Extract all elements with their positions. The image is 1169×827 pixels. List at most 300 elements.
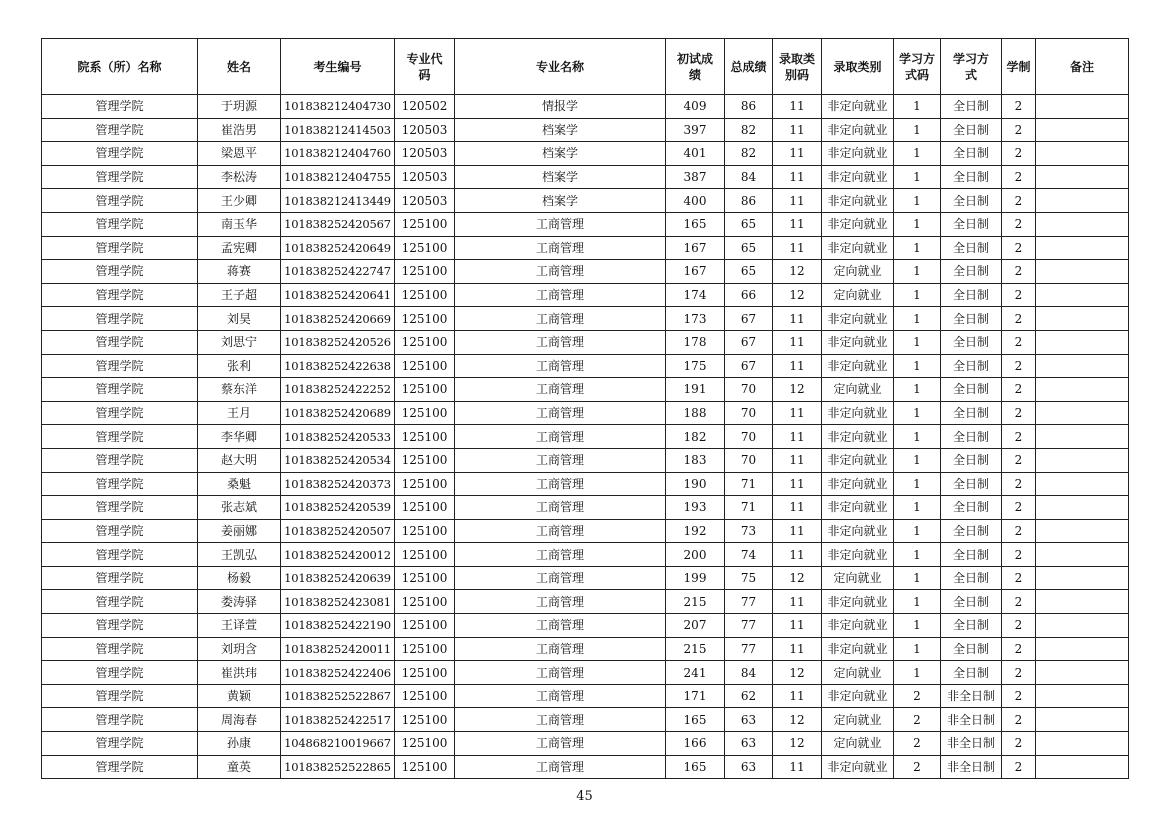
cell-remarks (1036, 401, 1129, 425)
table-row (42, 354, 1129, 378)
cell-remarks (1036, 661, 1129, 685)
cell-study-code: 2 (894, 708, 941, 732)
table-row (42, 755, 1129, 779)
cell-major-name: 工商管理 (455, 637, 666, 661)
header-exam-no: 考生编号 (281, 39, 395, 95)
cell-name: 崔浩男 (198, 118, 281, 142)
cell-dept: 管理学院 (42, 708, 198, 732)
cell-major-name: 工商管理 (455, 401, 666, 425)
table-row (42, 661, 1129, 685)
cell-major-name: 工商管理 (455, 614, 666, 638)
cell-major-code: 125100 (395, 378, 455, 402)
cell-study-code: 1 (894, 378, 941, 402)
page-number: 45 (576, 789, 593, 804)
cell-study-mode: 全日制 (941, 637, 1002, 661)
cell-major-name: 工商管理 (455, 236, 666, 260)
cell-admission-code: 11 (773, 95, 822, 119)
cell-study-mode: 全日制 (941, 378, 1002, 402)
cell-dept: 管理学院 (42, 543, 198, 567)
cell-admission-type: 非定向就业 (822, 637, 894, 661)
cell-admission-type: 定向就业 (822, 378, 894, 402)
cell-study-mode: 全日制 (941, 661, 1002, 685)
cell-major-name: 工商管理 (455, 330, 666, 354)
cell-study-code: 1 (894, 165, 941, 189)
cell-dept: 管理学院 (42, 637, 198, 661)
cell-admission-code: 12 (773, 566, 822, 590)
table-row (42, 614, 1129, 638)
cell-years: 2 (1002, 378, 1036, 402)
cell-exam-no: 101838252420011 (281, 637, 395, 661)
cell-exam-no: 101838252420641 (281, 283, 395, 307)
cell-exam-no: 101838212414503 (281, 118, 395, 142)
header-total-score: 总成绩 (725, 39, 773, 95)
cell-total-score: 70 (725, 401, 773, 425)
cell-exam-no: 101838252420373 (281, 472, 395, 496)
cell-prelim-score: 397 (666, 118, 725, 142)
cell-total-score: 65 (725, 236, 773, 260)
cell-study-code: 1 (894, 330, 941, 354)
cell-remarks (1036, 448, 1129, 472)
cell-study-mode: 全日制 (941, 165, 1002, 189)
cell-major-code: 125100 (395, 330, 455, 354)
cell-study-code: 1 (894, 425, 941, 449)
table-row (42, 165, 1129, 189)
cell-years: 2 (1002, 118, 1036, 142)
cell-remarks (1036, 519, 1129, 543)
cell-admission-type: 定向就业 (822, 661, 894, 685)
cell-exam-no: 101838252420526 (281, 330, 395, 354)
cell-admission-code: 11 (773, 354, 822, 378)
cell-admission-type: 定向就业 (822, 260, 894, 284)
cell-major-code: 120503 (395, 189, 455, 213)
cell-exam-no: 101838252422252 (281, 378, 395, 402)
cell-study-mode: 全日制 (941, 354, 1002, 378)
table-row (42, 543, 1129, 567)
cell-exam-no: 101838252420567 (281, 212, 395, 236)
cell-years: 2 (1002, 95, 1036, 119)
cell-major-name: 工商管理 (455, 543, 666, 567)
header-years: 学制 (1002, 39, 1036, 95)
table-row (42, 212, 1129, 236)
cell-prelim-score: 401 (666, 142, 725, 166)
cell-exam-no: 101838252420669 (281, 307, 395, 331)
cell-admission-code: 11 (773, 543, 822, 567)
cell-admission-code: 11 (773, 496, 822, 520)
cell-years: 2 (1002, 472, 1036, 496)
cell-remarks (1036, 260, 1129, 284)
cell-exam-no: 101838212413449 (281, 189, 395, 213)
cell-name: 黄颖 (198, 684, 281, 708)
cell-dept: 管理学院 (42, 283, 198, 307)
cell-years: 2 (1002, 684, 1036, 708)
cell-study-code: 1 (894, 519, 941, 543)
header-name: 姓名 (198, 39, 281, 95)
cell-admission-code: 11 (773, 212, 822, 236)
table-row (42, 684, 1129, 708)
cell-major-code: 120503 (395, 142, 455, 166)
cell-study-mode: 全日制 (941, 448, 1002, 472)
cell-remarks (1036, 307, 1129, 331)
cell-exam-no: 101838252422638 (281, 354, 395, 378)
cell-name: 刘玥含 (198, 637, 281, 661)
cell-remarks (1036, 543, 1129, 567)
cell-name: 蒋赛 (198, 260, 281, 284)
cell-admission-code: 11 (773, 330, 822, 354)
cell-admission-code: 11 (773, 425, 822, 449)
cell-prelim-score: 175 (666, 354, 725, 378)
header-row (42, 39, 1129, 95)
cell-years: 2 (1002, 732, 1036, 756)
cell-prelim-score: 174 (666, 283, 725, 307)
cell-study-code: 2 (894, 732, 941, 756)
cell-prelim-score: 192 (666, 519, 725, 543)
cell-admission-type: 非定向就业 (822, 590, 894, 614)
cell-admission-type: 定向就业 (822, 708, 894, 732)
cell-name: 杨毅 (198, 566, 281, 590)
cell-prelim-score: 207 (666, 614, 725, 638)
cell-major-name: 工商管理 (455, 212, 666, 236)
admission-table (41, 38, 1129, 779)
table-row (42, 260, 1129, 284)
table-row (42, 118, 1129, 142)
cell-total-score: 70 (725, 448, 773, 472)
cell-remarks (1036, 496, 1129, 520)
cell-study-mode: 全日制 (941, 590, 1002, 614)
table-row (42, 236, 1129, 260)
cell-major-name: 档案学 (455, 165, 666, 189)
cell-exam-no: 101838252420012 (281, 543, 395, 567)
cell-admission-type: 非定向就业 (822, 755, 894, 779)
cell-dept: 管理学院 (42, 496, 198, 520)
cell-admission-code: 11 (773, 472, 822, 496)
cell-admission-type: 定向就业 (822, 566, 894, 590)
cell-study-code: 1 (894, 448, 941, 472)
cell-total-score: 70 (725, 425, 773, 449)
cell-study-mode: 全日制 (941, 330, 1002, 354)
cell-total-score: 63 (725, 708, 773, 732)
cell-exam-no: 101838212404730 (281, 95, 395, 119)
cell-total-score: 70 (725, 378, 773, 402)
cell-total-score: 82 (725, 142, 773, 166)
cell-major-name: 工商管理 (455, 708, 666, 732)
cell-name: 王少卿 (198, 189, 281, 213)
cell-dept: 管理学院 (42, 684, 198, 708)
cell-admission-code: 11 (773, 755, 822, 779)
cell-total-score: 77 (725, 614, 773, 638)
cell-remarks (1036, 732, 1129, 756)
cell-dept: 管理学院 (42, 425, 198, 449)
cell-remarks (1036, 755, 1129, 779)
cell-admission-type: 非定向就业 (822, 165, 894, 189)
cell-admission-type: 非定向就业 (822, 189, 894, 213)
cell-study-code: 1 (894, 307, 941, 331)
cell-major-code: 125100 (395, 755, 455, 779)
cell-admission-type: 非定向就业 (822, 330, 894, 354)
cell-remarks (1036, 354, 1129, 378)
cell-admission-code: 11 (773, 614, 822, 638)
header-study-code: 学习方式码 (894, 39, 941, 95)
cell-study-code: 1 (894, 118, 941, 142)
cell-admission-type: 非定向就业 (822, 496, 894, 520)
cell-dept: 管理学院 (42, 236, 198, 260)
cell-years: 2 (1002, 330, 1036, 354)
cell-study-code: 1 (894, 566, 941, 590)
table-row (42, 637, 1129, 661)
cell-name: 刘昊 (198, 307, 281, 331)
cell-prelim-score: 215 (666, 637, 725, 661)
cell-admission-type: 非定向就业 (822, 425, 894, 449)
cell-study-code: 1 (894, 354, 941, 378)
cell-study-mode: 全日制 (941, 95, 1002, 119)
cell-exam-no: 101838252420507 (281, 519, 395, 543)
cell-name: 于玥源 (198, 95, 281, 119)
cell-admission-code: 11 (773, 684, 822, 708)
cell-admission-code: 12 (773, 283, 822, 307)
cell-prelim-score: 191 (666, 378, 725, 402)
cell-study-code: 1 (894, 661, 941, 685)
cell-prelim-score: 167 (666, 260, 725, 284)
cell-total-score: 65 (725, 260, 773, 284)
cell-admission-type: 非定向就业 (822, 236, 894, 260)
cell-name: 桑魁 (198, 472, 281, 496)
cell-prelim-score: 188 (666, 401, 725, 425)
cell-years: 2 (1002, 661, 1036, 685)
cell-prelim-score: 199 (666, 566, 725, 590)
cell-prelim-score: 165 (666, 708, 725, 732)
cell-remarks (1036, 425, 1129, 449)
cell-study-mode: 全日制 (941, 614, 1002, 638)
cell-admission-code: 11 (773, 519, 822, 543)
cell-total-score: 82 (725, 118, 773, 142)
cell-study-code: 2 (894, 755, 941, 779)
cell-major-name: 工商管理 (455, 732, 666, 756)
cell-name: 张利 (198, 354, 281, 378)
cell-admission-code: 11 (773, 401, 822, 425)
cell-total-score: 66 (725, 283, 773, 307)
cell-total-score: 65 (725, 212, 773, 236)
cell-remarks (1036, 566, 1129, 590)
table-row (42, 732, 1129, 756)
cell-study-mode: 全日制 (941, 401, 1002, 425)
cell-remarks (1036, 378, 1129, 402)
cell-major-code: 125100 (395, 260, 455, 284)
cell-total-score: 63 (725, 732, 773, 756)
cell-admission-code: 11 (773, 236, 822, 260)
cell-dept: 管理学院 (42, 95, 198, 119)
table-row (42, 330, 1129, 354)
header-admission-type: 录取类别 (822, 39, 894, 95)
cell-years: 2 (1002, 189, 1036, 213)
cell-remarks (1036, 708, 1129, 732)
cell-dept: 管理学院 (42, 118, 198, 142)
cell-study-mode: 全日制 (941, 212, 1002, 236)
cell-study-code: 1 (894, 212, 941, 236)
cell-study-mode: 非全日制 (941, 708, 1002, 732)
cell-admission-code: 11 (773, 118, 822, 142)
cell-admission-type: 非定向就业 (822, 401, 894, 425)
cell-name: 蔡东洋 (198, 378, 281, 402)
cell-name: 刘思宁 (198, 330, 281, 354)
cell-study-code: 1 (894, 543, 941, 567)
table-row (42, 307, 1129, 331)
cell-years: 2 (1002, 519, 1036, 543)
cell-major-name: 档案学 (455, 189, 666, 213)
cell-major-code: 125100 (395, 661, 455, 685)
cell-major-code: 125100 (395, 543, 455, 567)
cell-study-mode: 全日制 (941, 566, 1002, 590)
cell-exam-no: 101838252420533 (281, 425, 395, 449)
cell-years: 2 (1002, 401, 1036, 425)
table-row (42, 142, 1129, 166)
cell-prelim-score: 387 (666, 165, 725, 189)
cell-admission-type: 非定向就业 (822, 614, 894, 638)
cell-major-name: 工商管理 (455, 684, 666, 708)
cell-prelim-score: 409 (666, 95, 725, 119)
cell-major-code: 125100 (395, 637, 455, 661)
header-major-code: 专业代码 (395, 39, 455, 95)
cell-admission-code: 11 (773, 448, 822, 472)
cell-name: 李松涛 (198, 165, 281, 189)
table-row (42, 566, 1129, 590)
cell-prelim-score: 165 (666, 212, 725, 236)
cell-prelim-score: 171 (666, 684, 725, 708)
header-dept: 院系（所）名称 (42, 39, 198, 95)
cell-years: 2 (1002, 236, 1036, 260)
cell-remarks (1036, 684, 1129, 708)
cell-major-name: 工商管理 (455, 354, 666, 378)
cell-years: 2 (1002, 637, 1036, 661)
cell-years: 2 (1002, 448, 1036, 472)
cell-study-code: 1 (894, 472, 941, 496)
cell-total-score: 84 (725, 165, 773, 189)
table-row (42, 590, 1129, 614)
table-row (42, 448, 1129, 472)
cell-total-score: 71 (725, 472, 773, 496)
cell-years: 2 (1002, 543, 1036, 567)
cell-exam-no: 101838212404755 (281, 165, 395, 189)
cell-total-score: 71 (725, 496, 773, 520)
cell-study-mode: 全日制 (941, 496, 1002, 520)
cell-name: 张志斌 (198, 496, 281, 520)
cell-prelim-score: 183 (666, 448, 725, 472)
cell-dept: 管理学院 (42, 614, 198, 638)
cell-admission-code: 12 (773, 661, 822, 685)
cell-dept: 管理学院 (42, 165, 198, 189)
cell-remarks (1036, 165, 1129, 189)
cell-total-score: 77 (725, 637, 773, 661)
cell-name: 王译萱 (198, 614, 281, 638)
cell-major-code: 125100 (395, 496, 455, 520)
cell-remarks (1036, 212, 1129, 236)
cell-study-mode: 全日制 (941, 543, 1002, 567)
table-row (42, 519, 1129, 543)
cell-name: 孙康 (198, 732, 281, 756)
cell-prelim-score: 165 (666, 755, 725, 779)
cell-admission-type: 非定向就业 (822, 212, 894, 236)
cell-name: 梁恩平 (198, 142, 281, 166)
cell-major-name: 情报学 (455, 95, 666, 119)
cell-dept: 管理学院 (42, 472, 198, 496)
cell-study-mode: 全日制 (941, 118, 1002, 142)
cell-exam-no: 101838252420539 (281, 496, 395, 520)
cell-years: 2 (1002, 212, 1036, 236)
cell-study-code: 1 (894, 401, 941, 425)
cell-exam-no: 101838252420534 (281, 448, 395, 472)
cell-major-name: 工商管理 (455, 755, 666, 779)
cell-study-code: 1 (894, 614, 941, 638)
cell-total-score: 84 (725, 661, 773, 685)
cell-total-score: 73 (725, 519, 773, 543)
cell-major-code: 125100 (395, 354, 455, 378)
cell-admission-type: 非定向就业 (822, 354, 894, 378)
cell-name: 王凯弘 (198, 543, 281, 567)
cell-major-name: 工商管理 (455, 260, 666, 284)
cell-study-code: 1 (894, 189, 941, 213)
cell-major-code: 125100 (395, 684, 455, 708)
cell-dept: 管理学院 (42, 519, 198, 543)
cell-dept: 管理学院 (42, 448, 198, 472)
cell-years: 2 (1002, 307, 1036, 331)
table-row (42, 189, 1129, 213)
cell-prelim-score: 190 (666, 472, 725, 496)
cell-name: 王月 (198, 401, 281, 425)
cell-study-code: 1 (894, 260, 941, 284)
cell-name: 周海春 (198, 708, 281, 732)
cell-name: 王子超 (198, 283, 281, 307)
table-row (42, 378, 1129, 402)
cell-admission-code: 12 (773, 732, 822, 756)
cell-major-name: 工商管理 (455, 307, 666, 331)
cell-name: 赵大明 (198, 448, 281, 472)
cell-admission-code: 11 (773, 189, 822, 213)
cell-total-score: 62 (725, 684, 773, 708)
cell-remarks (1036, 283, 1129, 307)
cell-major-name: 工商管理 (455, 448, 666, 472)
header-admission-code: 录取类别码 (773, 39, 822, 95)
cell-major-code: 125100 (395, 448, 455, 472)
cell-major-code: 125100 (395, 732, 455, 756)
cell-years: 2 (1002, 283, 1036, 307)
cell-study-code: 1 (894, 590, 941, 614)
cell-dept: 管理学院 (42, 755, 198, 779)
cell-dept: 管理学院 (42, 732, 198, 756)
cell-years: 2 (1002, 165, 1036, 189)
cell-admission-type: 非定向就业 (822, 519, 894, 543)
cell-study-mode: 非全日制 (941, 732, 1002, 756)
cell-total-score: 67 (725, 330, 773, 354)
cell-admission-type: 非定向就业 (822, 472, 894, 496)
table-row (42, 283, 1129, 307)
cell-dept: 管理学院 (42, 378, 198, 402)
cell-years: 2 (1002, 614, 1036, 638)
cell-exam-no: 101838252422747 (281, 260, 395, 284)
cell-name: 姜丽娜 (198, 519, 281, 543)
cell-study-mode: 全日制 (941, 519, 1002, 543)
table-row (42, 472, 1129, 496)
cell-total-score: 67 (725, 354, 773, 378)
cell-admission-code: 12 (773, 708, 822, 732)
cell-major-code: 125100 (395, 401, 455, 425)
cell-admission-type: 非定向就业 (822, 307, 894, 331)
cell-study-code: 1 (894, 236, 941, 260)
cell-total-score: 74 (725, 543, 773, 567)
cell-major-code: 125100 (395, 283, 455, 307)
table-row (42, 401, 1129, 425)
cell-admission-code: 11 (773, 637, 822, 661)
table-body (42, 95, 1129, 779)
cell-years: 2 (1002, 590, 1036, 614)
cell-major-code: 125100 (395, 614, 455, 638)
